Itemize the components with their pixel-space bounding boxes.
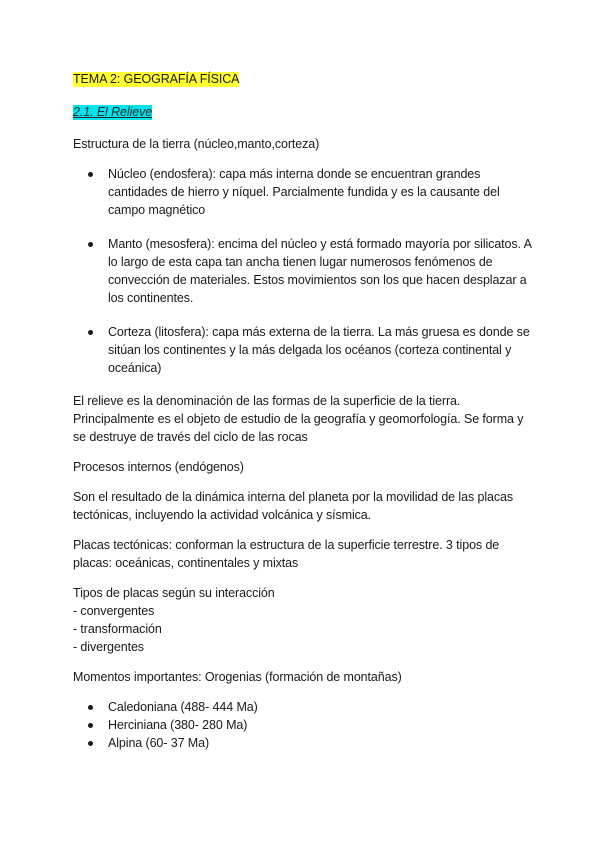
bullet-icon [88,172,93,177]
list-item [73,716,533,734]
bullet-icon [88,723,93,728]
bullet-icon [88,705,93,710]
orogenias-list [73,698,533,752]
procesos-heading: Procesos internos (endógenos) [73,460,244,474]
tipo-divergentes: - divergentes [73,640,144,654]
list-item [73,165,533,219]
document-title: TEMA 2: GEOGRAFÍA FÍSICA [73,72,240,86]
list-item [73,323,533,377]
capa-corteza: Corteza (litosfera): capa más externa de la tierra. La más gruesa es donde se sitúan los continentes y la más delgada los océanos (corteza continental y oceánica) [108,325,530,375]
orogenia-caledoniana: Caledoniana (488- 444 Ma) [108,700,258,714]
list-item [73,698,533,716]
placas-text: Placas tectónicas: conforman la estructura de la superficie terrestre. 3 tipos de placas: oceánicas, continentales y mixtas [73,538,500,570]
title-row [73,72,533,87]
tipo-transformacion: - transformación [73,622,162,636]
orogenia-herciniana: Herciniana (380- 280 Ma) [108,718,248,732]
tipos-heading: Tipos de placas según su interacción [73,586,275,600]
subtitle-row [73,87,533,120]
section-subtitle: 2.1. El Relieve [73,105,153,119]
bullet-icon [88,330,93,335]
capas-list [73,165,533,377]
orogenia-alpina: Alpina (60- 37 Ma) [108,736,210,750]
list-item [73,235,533,307]
bullet-icon [88,741,93,746]
tipo-convergentes: - convergentes [73,604,155,618]
list-item [73,734,533,752]
bullet-icon [88,242,93,247]
document-page [73,72,533,752]
momentos-heading: Momentos importantes: Orogenias (formación de montañas) [73,670,402,684]
estructura-intro: Estructura de la tierra (núcleo,manto,corteza) [73,137,320,151]
procesos-text: Son el resultado de la dinámica interna del planeta por la movilidad de las placas tectónicas, incluyendo la actividad volcánica y sísmica. [73,490,513,522]
capa-manto: Manto (mesosfera): encima del núcleo y está formado mayoría por silicatos. A lo largo de esta capa tan ancha tienen lugar numerosos fenómenos de convección de materiales. Estos movimientos son los que hacen desplazar a los continentes. [108,237,532,305]
capa-nucleo: Núcleo (endosfera): capa más interna donde se encuentran grandes cantidades de hierro y níquel. Parcialmente fundida y es la causante del campo magnético [108,167,500,217]
relieve-definition: El relieve es la denominación de las formas de la superficie de la tierra. Principalmente es el objeto de estudio de la geografía y geomorfología. Se forma y se destruye de través del ciclo de las rocas [73,394,524,444]
